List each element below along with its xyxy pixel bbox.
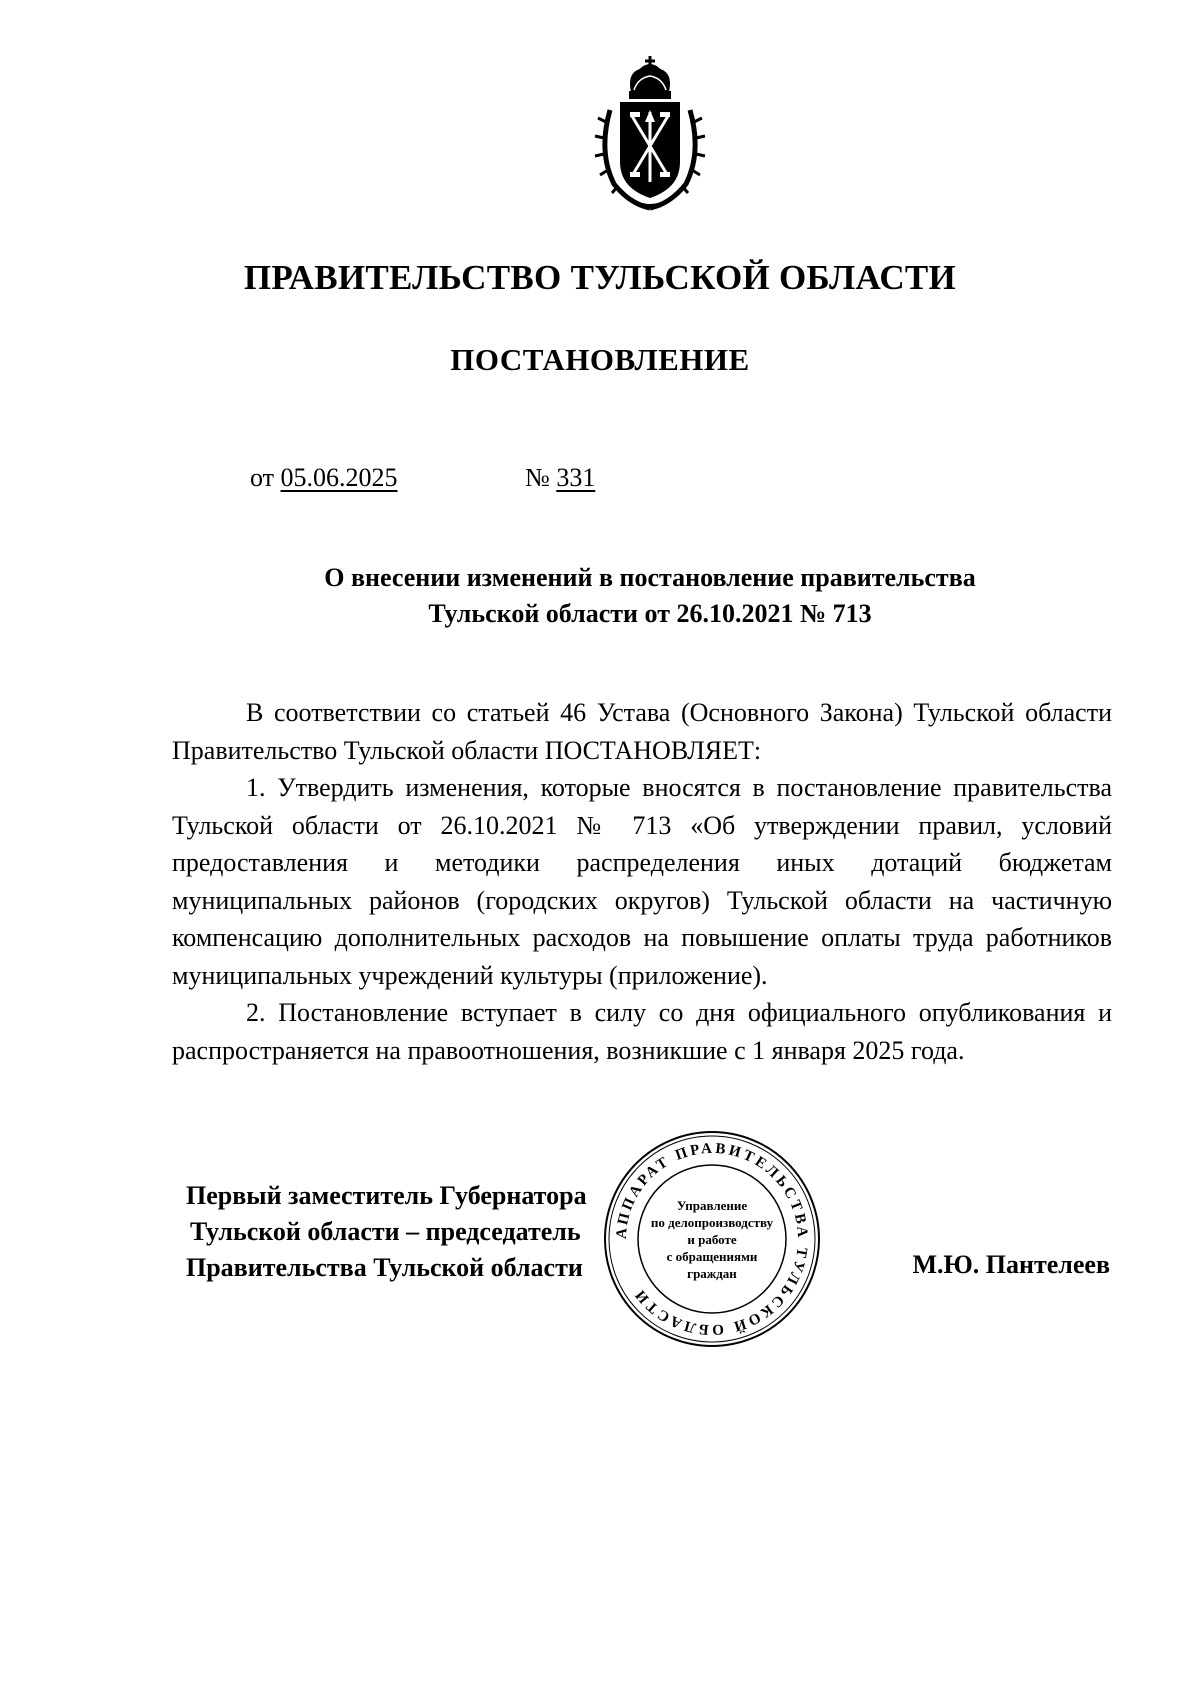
subject-line: О внесении изменений в постановление правительства <box>324 563 976 592</box>
document-subject <box>160 560 1140 632</box>
signatory-position <box>186 1178 587 1286</box>
signer-name: М.Ю. Пантелеев <box>912 1250 1110 1279</box>
document-type-title: ПОСТАНОВЛЕНИЕ <box>450 342 750 377</box>
body-paragraph: 1. Утвердить изменения, которые вносятся в постановление правительства Тульской области от 26.10.2021 № 713 «Об утверждении правил, условий предоставления и методики распределения иных дотаций бюджетам муниципальных районов (городских округов) Тульской области на частичную компенсацию дополнительных расходов на повышение оплаты труда работников муниципальных учреждений культуры (приложение). <box>172 773 1112 990</box>
official-stamp <box>601 1128 823 1350</box>
stamp-inner-line: с обращениями <box>666 1249 758 1264</box>
body-paragraph: 2. Постановление вступает в силу со дня официального опубликования и распространяется на правоотношения, возникшие с 1 января 2025 года. <box>172 998 1112 1065</box>
date-prefix: от <box>250 463 275 492</box>
position-line: Первый заместитель Губернатора <box>186 1181 587 1210</box>
document-number <box>525 463 595 493</box>
stamp-ring-text: АППАРАТ ПРАВИТЕЛЬСТВА ТУЛЬСКОЙ ОБЛАСТИ <box>613 1140 811 1338</box>
date-value: 05.06.2025 <box>280 463 398 492</box>
position-line: Правительства Тульской области <box>186 1253 583 1282</box>
stamp-inner-line: граждан <box>687 1266 737 1281</box>
stamp-inner-line: по делопроизводству <box>650 1215 774 1230</box>
government-title: ПРАВИТЕЛЬСТВО ТУЛЬСКОЙ ОБЛАСТИ <box>243 258 957 297</box>
subject-line: Тульской области от 26.10.2021 № 713 <box>428 599 872 628</box>
number-prefix: № <box>525 463 550 492</box>
number-value: 331 <box>556 463 596 492</box>
stamp-inner-line: Управление <box>676 1198 748 1213</box>
body-paragraph: В соответствии со статьей 46 Устава (Основного Закона) Тульской области Правительство Тульской области ПОСТАНОВЛЯЕТ: <box>172 698 1112 765</box>
position-line: Тульской области – председатель <box>190 1217 581 1246</box>
tula-coat-of-arms-emblem <box>590 52 710 212</box>
document-body <box>172 694 1112 1069</box>
document-date <box>250 463 398 493</box>
stamp-inner-line: и работе <box>687 1232 737 1247</box>
